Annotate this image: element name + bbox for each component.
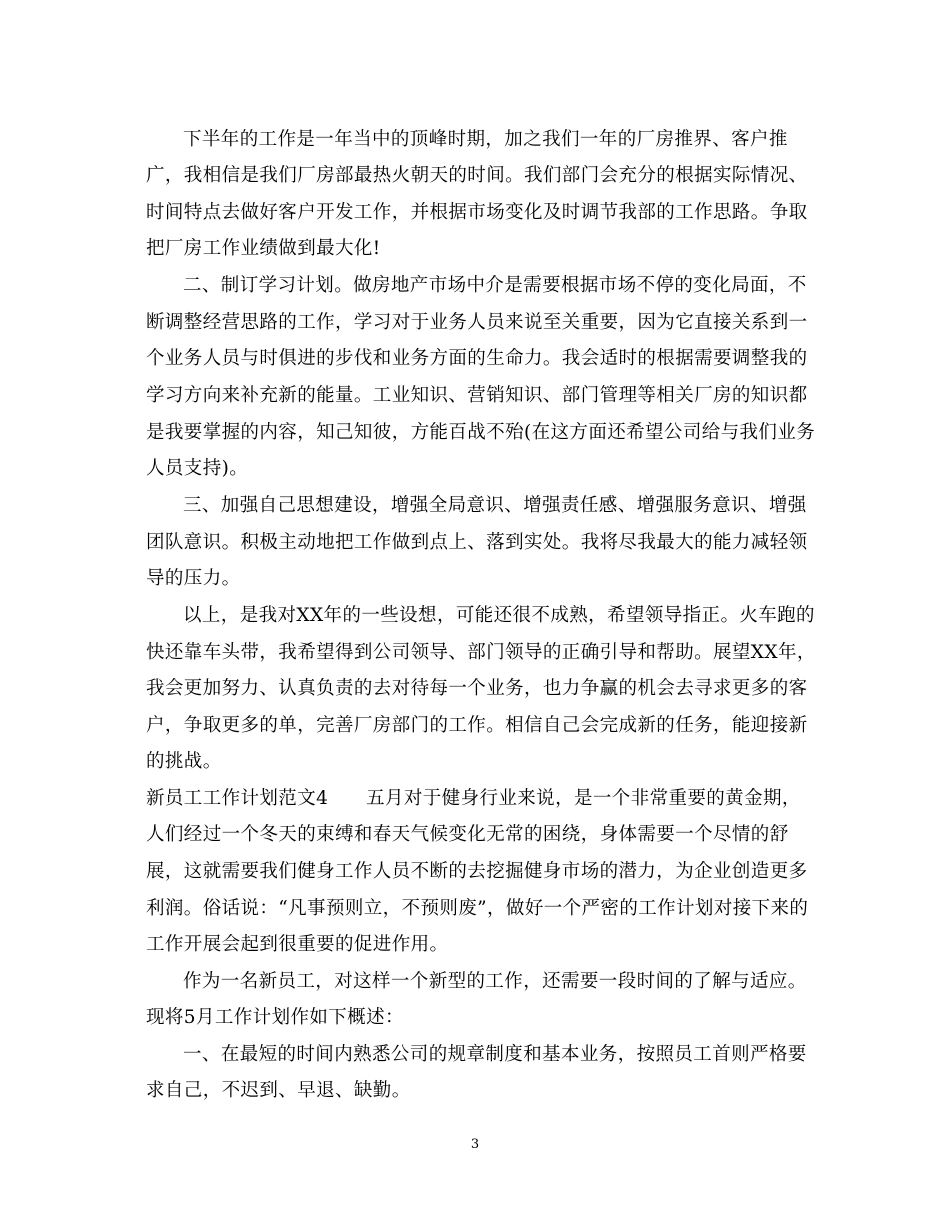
text-line: 人员支持)。 <box>146 458 249 479</box>
text-line: 下半年的工作是一年当中的顶峰时期，加之我们一年的厂房推界、客户推 <box>183 129 788 150</box>
text-line: 团队意识。积极主动地把工作做到点上、落到实处。我将尽我最大的能力减轻领 <box>146 532 808 553</box>
text-line: 户，争取更多的单，完善厂房部门的工作。相信自己会完成新的任务，能迎接新 <box>146 715 808 736</box>
text-line: 求自己，不迟到、早退、缺勤。 <box>146 1080 411 1101</box>
text-line: 的挑战。 <box>146 751 222 772</box>
text-line: 展，这就需要我们健身工作人员不断的去挖掘健身市场的潜力，为企业创造更多 <box>146 861 808 882</box>
text-line: 把厂房工作业绩做到最大化! <box>146 238 381 259</box>
text-line: 广，我相信是我们厂房部最热火朝天的时间。我们部门会充分的根据实际情况、 <box>146 165 808 186</box>
text-line: 学习方向来补充新的能量。工业知识、营销知识、部门管理等相关厂房的知识都 <box>146 385 808 406</box>
text-line: 一、在最短的时间内熟悉公司的规章制度和基本业务，按照员工首则严格要 <box>183 1044 807 1065</box>
page-number: 3 <box>470 1137 480 1152</box>
text-line: 是我要掌握的内容，知己知彼，方能百战不殆(在这方面还希望公司给与我们业务 <box>146 422 816 443</box>
text-line: 作为一名新员工，对这样一个新型的工作，还需要一段时间的了解与适应。 <box>183 971 807 992</box>
text-line: 个业务人员与时俱进的步伐和业务方面的生命力。我会适时的根据需要调整我的 <box>146 348 808 369</box>
text-line: 现将5月工作计划作如下概述： <box>146 1007 404 1028</box>
section-heading-line: 新员工工作计划范文4 五月对于健身行业来说，是一个非常重要的黄金期， <box>146 788 801 809</box>
text-line: 快还靠车头带，我希望得到公司领导、部门领导的正确引导和帮助。展望XX年， <box>146 642 816 663</box>
text-line: 导的压力。 <box>146 568 241 589</box>
text-line: 二、制订学习计划。做房地产市场中介是需要根据市场不停的变化局面，不 <box>183 275 807 296</box>
text-line: 以上，是我对XX年的一些设想，可能还很不成熟，希望领导指正。火车跑的 <box>183 605 815 626</box>
text-line: 利润。俗话说：“凡事预则立，不预则废”，做好一个严密的工作计划对接下来的 <box>146 898 809 919</box>
text-line: 工作开展会起到很重要的促进作用。 <box>146 934 449 955</box>
text-line: 时间特点去做好客户开发工作，并根据市场变化及时调节我部的工作思路。争取 <box>146 202 808 223</box>
text-line: 人们经过一个冬天的束缚和春天气候变化无常的困绕，身体需要一个尽情的舒 <box>146 824 789 845</box>
text-line: 三、加强自己思想建设，增强全局意识、增强责任感、增强服务意识、增强 <box>183 495 807 516</box>
text-line: 我会更加努力、认真负责的去对待每一个业务，也力争赢的机会去寻求更多的客 <box>146 678 808 699</box>
text-line: 断调整经营思路的工作，学习对于业务人员来说至关重要，因为它直接关系到一 <box>146 312 808 333</box>
